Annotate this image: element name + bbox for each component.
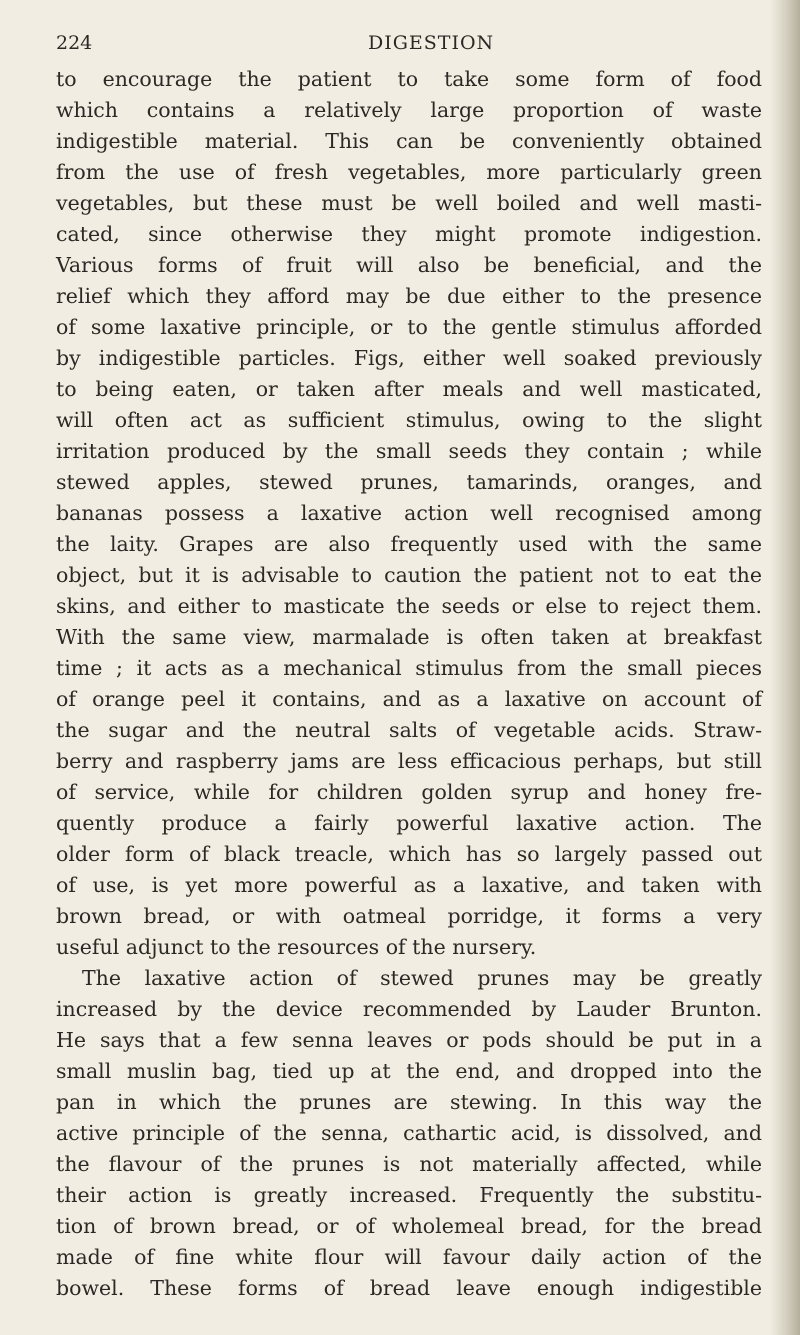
- text-line: increased by the device recommended by Lauder Brunton.: [56, 997, 762, 1021]
- text-line: relief which they afford may be due either to the presence: [56, 284, 762, 308]
- text-line: indigestible material. This can be conveniently obtained: [56, 129, 762, 153]
- text-line: the laity. Grapes are also frequently used with the same: [56, 532, 762, 556]
- text-line: stewed apples, stewed prunes, tamarinds, oranges, and: [56, 470, 762, 494]
- text-line: to encourage the patient to take some form of food: [56, 67, 762, 91]
- text-line-paragraph-start: The laxative action of stewed prunes may be greatly: [82, 966, 762, 990]
- page-number: 224: [56, 32, 93, 54]
- running-head: DIGESTION: [368, 32, 495, 54]
- text-line: made of fine white flour will favour daily action of the: [56, 1245, 762, 1269]
- text-line: He says that a few senna leaves or pods should be put in a: [56, 1028, 762, 1052]
- text-line: of orange peel it contains, and as a laxative on account of: [56, 687, 762, 711]
- text-line: irritation produced by the small seeds they contain ; while: [56, 439, 762, 463]
- text-line: object, but it is advisable to caution the patient not to eat the: [56, 563, 762, 587]
- body-text: [56, 64, 762, 1304]
- text-line: from the use of fresh vegetables, more particularly green: [56, 160, 762, 184]
- page-edge-shadow: [770, 0, 800, 1335]
- text-line: of service, while for children golden syrup and honey fre-: [56, 780, 762, 804]
- text-line: small muslin bag, tied up at the end, and dropped into the: [56, 1059, 762, 1083]
- text-line: older form of black treacle, which has so largely passed out: [56, 842, 762, 866]
- text-line: With the same view, marmalade is often taken at breakfast: [56, 625, 762, 649]
- text-line: quently produce a fairly powerful laxative action. The: [56, 811, 762, 835]
- text-line: to being eaten, or taken after meals and well masticated,: [56, 377, 762, 401]
- text-line: cated, since otherwise they might promote indigestion.: [56, 222, 762, 246]
- text-line: active principle of the senna, cathartic acid, is dissolved, and: [56, 1121, 762, 1145]
- text-line: Various forms of fruit will also be beneficial, and the: [56, 253, 762, 277]
- text-line: by indigestible particles. Figs, either well soaked previously: [56, 346, 762, 370]
- text-line: which contains a relatively large proportion of waste: [56, 98, 762, 122]
- text-line: the sugar and the neutral salts of vegetable acids. Straw-: [56, 718, 762, 742]
- text-line: bowel. These forms of bread leave enough indigestible: [56, 1276, 762, 1300]
- text-line: skins, and either to masticate the seeds or else to reject them.: [56, 594, 762, 618]
- text-line: of some laxative principle, or to the gentle stimulus afforded: [56, 315, 762, 339]
- text-line: time ; it acts as a mechanical stimulus from the small pieces: [56, 656, 762, 680]
- text-line: will often act as sufficient stimulus, owing to the slight: [56, 408, 762, 432]
- text-line: their action is greatly increased. Frequently the substitu-: [56, 1183, 762, 1207]
- text-line: of use, is yet more powerful as a laxative, and taken with: [56, 873, 762, 897]
- text-line: bananas possess a laxative action well recognised among: [56, 501, 762, 525]
- text-line-paragraph-end: useful adjunct to the resources of the nursery.: [56, 935, 537, 959]
- text-line: berry and raspberry jams are less efficacious perhaps, but still: [56, 749, 762, 773]
- page-header: [56, 32, 762, 62]
- text-line: pan in which the prunes are stewing. In this way the: [56, 1090, 762, 1114]
- text-line: brown bread, or with oatmeal porridge, it forms a very: [56, 904, 762, 928]
- text-line: tion of brown bread, or of wholemeal bread, for the bread: [56, 1214, 762, 1238]
- text-line: vegetables, but these must be well boiled and well masti-: [56, 191, 762, 215]
- text-line: the flavour of the prunes is not materially affected, while: [56, 1152, 762, 1176]
